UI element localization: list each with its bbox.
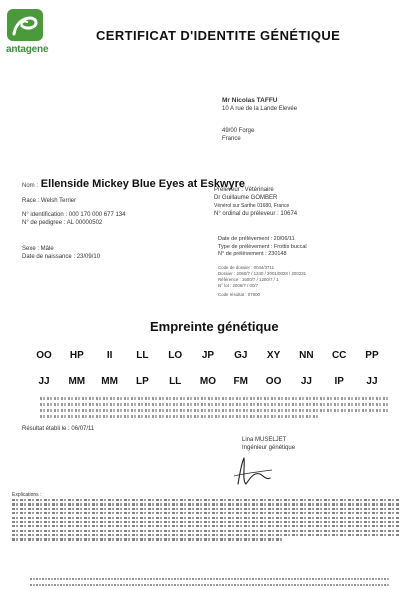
genotype-cell: JJ	[38, 376, 50, 387]
genotype-cell: II	[106, 350, 113, 361]
footer	[30, 578, 390, 590]
explanation-line	[12, 525, 400, 527]
fine-print-line	[40, 397, 390, 400]
vet-address: Vénérol sur Sarthe 01680, France	[214, 203, 290, 209]
vet-ordinal: N° ordinal du préleveur : 10674	[214, 211, 298, 217]
genotype-cell: LL	[169, 376, 182, 387]
dog-breed: Race : Welsh Terrier	[22, 198, 77, 204]
genotype-row-1	[28, 350, 388, 361]
sample-details	[218, 236, 398, 298]
explanation-line	[12, 521, 400, 523]
dog-birth: Date de naissance : 23/09/10	[22, 254, 101, 260]
genotype-cell: IP	[334, 376, 344, 387]
fine-print-line	[40, 403, 390, 406]
fine-print-line	[40, 415, 320, 418]
explanation-line	[12, 508, 400, 510]
vet-name: Dr Guillaume GOMBER	[214, 195, 278, 201]
owner-city: 49/00 Forge	[222, 128, 255, 134]
genotype-cell: MM	[68, 376, 86, 387]
explanation-line	[12, 517, 400, 519]
genotype-cell: CC	[331, 350, 347, 361]
genotype-cell: LO	[168, 350, 183, 361]
owner-name: Mr Nicolas TAFFU	[222, 97, 278, 104]
explanation-line	[12, 538, 284, 540]
genotype-cell: JP	[201, 350, 215, 361]
owner-address	[222, 97, 392, 143]
genotype-cell: LL	[136, 350, 149, 361]
genotype-cell: JJ	[300, 376, 312, 387]
genotype-cell: XY	[266, 350, 281, 361]
vet-details	[214, 186, 394, 218]
logo	[0, 0, 60, 58]
certificate-title: CERTIFICAT D'IDENTITE GÉNÉTIQUE	[96, 28, 341, 43]
genotype-cell: NN	[299, 350, 314, 361]
signer-role: Ingénieur génétique	[242, 445, 296, 451]
owner-street: 10 A rue de la Lande Elevée	[222, 106, 298, 112]
dog-name: Ellenside Mickey Blue Eyes at Eskwyre	[40, 178, 246, 190]
genotype-cell: PP	[365, 350, 379, 361]
footer-line	[30, 578, 390, 580]
empreinte-title: Empreinte génétique	[150, 319, 279, 334]
genotype-cell: OO	[36, 350, 52, 361]
dog-details	[22, 197, 212, 261]
genotype-cell: HP	[69, 350, 84, 361]
explanations-title: Explications :	[12, 492, 42, 498]
dog-pedigree: N° de pedigree : AL 00000502	[22, 220, 103, 226]
dog-name-label: Nom :	[22, 183, 39, 189]
explanation-line	[12, 534, 400, 536]
genotype-row-2	[28, 376, 388, 387]
dog-sex: Sexe : Mâle	[22, 246, 54, 252]
explanations	[12, 492, 400, 543]
sample-code-3: Référence : 1600/7 / 1200/7 / 1	[218, 276, 279, 282]
genotype-cell: OO	[265, 376, 282, 387]
sample-code-1: Code de dossier : 0044/3711	[218, 264, 275, 270]
genotype-cell: MM	[101, 376, 118, 387]
explanation-line	[12, 530, 400, 532]
antagene-logo-icon	[6, 8, 44, 42]
owner-country: France	[222, 136, 241, 142]
genotype-cell: JJ	[366, 376, 378, 387]
marker-fine-print	[40, 397, 390, 421]
sample-code-2: Dossier : 2060/7 / 1240 / 2001/0028 / 200231	[218, 270, 307, 276]
sample-code-4: N° lot : 2006/7 / 00/7	[218, 282, 259, 288]
sample-date: Date de prélèvement : 20/06/11	[218, 236, 295, 242]
genotype-cell: LP	[136, 376, 149, 387]
signature-image	[220, 454, 280, 490]
signer-block	[242, 436, 295, 452]
explanation-line	[12, 499, 400, 501]
genotype-cell: MO	[199, 376, 217, 387]
dog-name-line	[22, 178, 245, 190]
explanation-line	[12, 503, 400, 505]
fine-print-line	[40, 409, 390, 412]
genotype-cell: GJ	[234, 350, 248, 361]
signer-name: Lina MUSELJET	[242, 437, 287, 443]
dog-identification: N° identification : 000 170 000 677 134	[22, 212, 126, 218]
sample-code-analyse: Code résultat : 07500	[218, 291, 260, 297]
footer-line	[30, 584, 390, 586]
logo-text: antagene	[6, 44, 49, 55]
result-date: Résultat établi le : 06/07/11	[22, 426, 95, 432]
vet-role: Préleveur : Vétérinaire	[214, 187, 274, 193]
sample-number: N° de prélèvement : 230148	[218, 251, 287, 257]
genotype-cell: FM	[233, 376, 248, 387]
explanation-line	[12, 512, 400, 514]
sample-type: Type de prélèvement : Frottis buccal	[218, 243, 307, 250]
